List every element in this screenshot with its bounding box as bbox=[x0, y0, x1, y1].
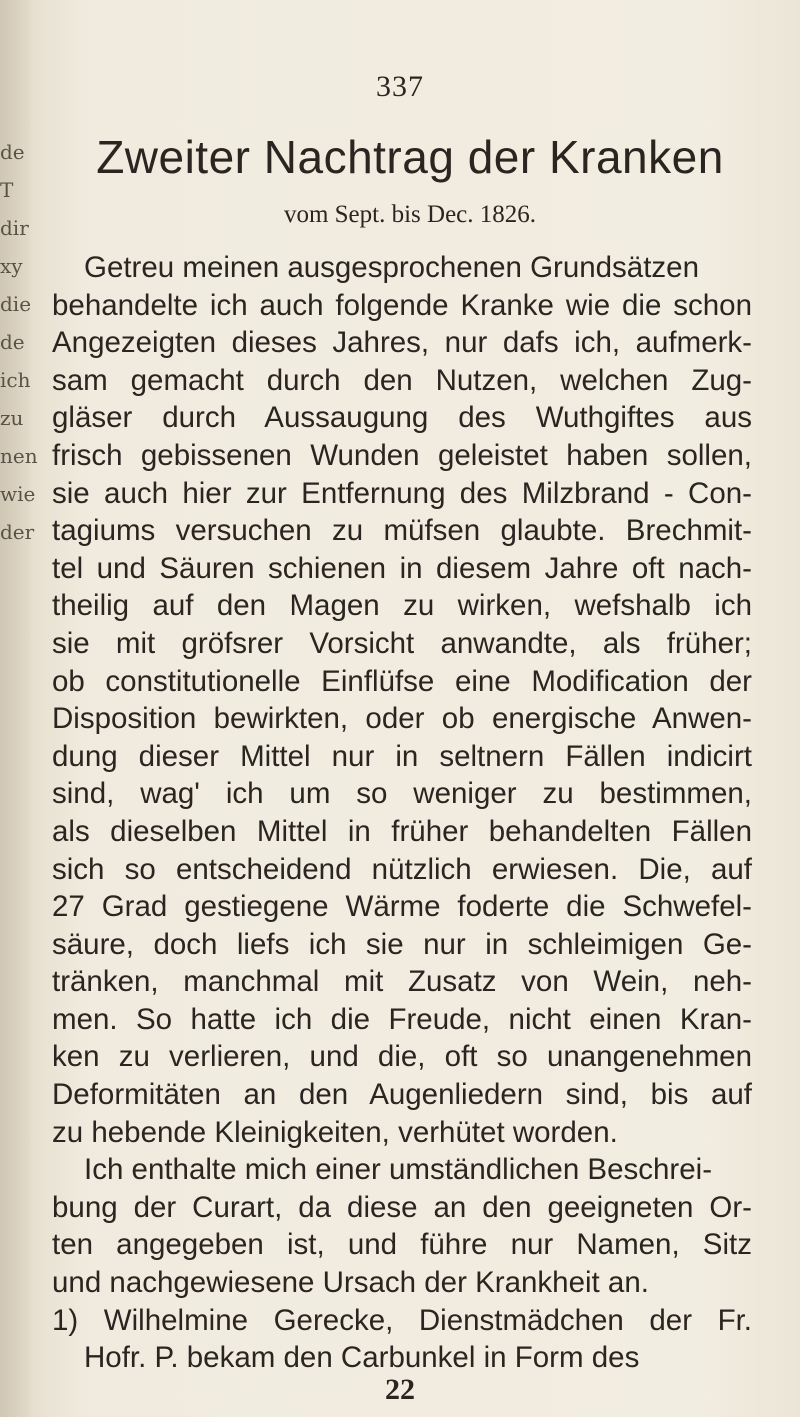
signature-mark: 22 bbox=[385, 1373, 415, 1406]
text-line: behandelte ich auch folgende Kranke wie die schon bbox=[52, 288, 752, 322]
text-line: theilig auf den Magen zu wirken, wefshalb ich bbox=[52, 589, 752, 623]
page-number: 337 bbox=[376, 70, 424, 103]
text-line: bung der Curart, da diese an den geeigneten Or- bbox=[52, 1190, 752, 1224]
text-line: tel und Säuren schienen in diesem Jahre oft nach- bbox=[52, 551, 752, 585]
text-line: ob constitutionelle Einflüfse eine Modification der bbox=[52, 664, 752, 698]
gutter-fragment: xy bbox=[0, 254, 23, 278]
text-line: tränken, manchmal mit Zusatz von Wein, neh- bbox=[52, 965, 752, 999]
text-line: ten angegeben ist, und führe nur Namen, Sitz bbox=[52, 1228, 752, 1262]
text-line: 27 Grad gestiegene Wärme foderte die Schwefel- bbox=[52, 890, 752, 924]
gutter-fragment: T bbox=[0, 178, 14, 202]
text-line: sind, wag' ich um so weniger zu bestimmen, bbox=[52, 777, 752, 811]
text-line: sam gemacht durch den Nutzen, welchen Zug- bbox=[52, 363, 752, 397]
text-line: frisch gebissenen Wunden geleistet haben sollen, bbox=[52, 438, 752, 472]
text-line: Angezeigten dieses Jahres, nur dafs ich, aufmerk- bbox=[52, 326, 752, 360]
text-line: tagiums versuchen zu müfsen glaubte. Brechmit- bbox=[52, 514, 752, 548]
text-line: und nachgewiesene Ursach der Krankheit an. bbox=[52, 1266, 649, 1300]
body-text bbox=[52, 249, 752, 1377]
text-line: sich so entscheidend nützlich erwiesen. Die, auf bbox=[52, 852, 752, 886]
gutter-fragment: de bbox=[0, 140, 25, 164]
text-line: Getreu meinen ausgesprochenen Grundsätzen bbox=[84, 251, 699, 284]
section-subheading: vom Sept. bis Dec. 1826. bbox=[283, 201, 537, 228]
text-line: men. So hatte ich die Freude, nicht einen Kran- bbox=[52, 1002, 752, 1036]
gutter-fragment: die bbox=[0, 292, 32, 316]
text-line: sie mit gröfsrer Vorsicht anwandte, als früher; bbox=[52, 626, 752, 660]
gutter-fragment: de bbox=[0, 330, 25, 354]
text-line: 1) Wilhelmine Gerecke, Dienstmädchen der Fr. bbox=[52, 1303, 752, 1337]
gutter-fragment: ich bbox=[0, 368, 31, 392]
text-line: sie auch hier zur Entfernung des Milzbrand - Con- bbox=[52, 476, 752, 510]
gutter-fragment: der bbox=[0, 520, 35, 544]
gutter-fragment: zu bbox=[0, 406, 24, 430]
section-heading: Zweiter Nachtrag der Kranken bbox=[96, 131, 724, 183]
facing-page-gutter bbox=[0, 0, 38, 1417]
text-line: Deformitäten an den Augenliedern sind, bis auf bbox=[52, 1078, 752, 1112]
text-line: gläser durch Aussaugung des Wuthgiftes aus bbox=[52, 401, 752, 435]
gutter-fragment: dir bbox=[0, 216, 29, 240]
gutter-fragment: nen bbox=[0, 444, 38, 468]
text-line: Disposition bewirkten, oder ob energische Anwen- bbox=[52, 702, 752, 736]
text-line: Hofr. P. bekam den Carbunkel in Form des bbox=[84, 1341, 640, 1375]
text-line: säure, doch liefs ich sie nur in schleimigen Ge- bbox=[52, 927, 752, 961]
gutter-fragment: wie bbox=[0, 482, 36, 506]
text-line: dung dieser Mittel nur in seltnern Fällen indicirt bbox=[52, 739, 752, 773]
text-line: zu hebende Kleinigkeiten, verhütet worden. bbox=[52, 1115, 618, 1149]
text-line: Ich enthalte mich einer umständlichen Beschrei- bbox=[84, 1153, 713, 1187]
text-line: als dieselben Mittel in früher behandelten Fällen bbox=[52, 814, 752, 848]
text-line: ken zu verlieren, und die, oft so unangenehmen bbox=[52, 1040, 752, 1074]
